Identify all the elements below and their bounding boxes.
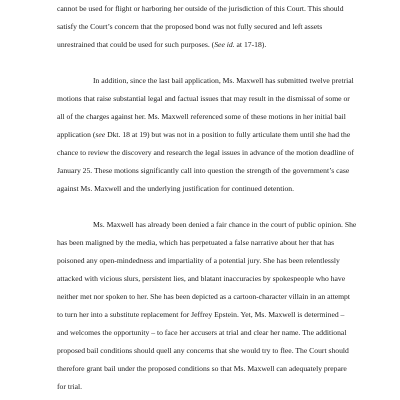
paragraph-line: attacked with vicious slurs, persistent lies, and blatant inaccuracies by spokespeople who have: [57, 274, 346, 283]
paragraph-line: Ms. Maxwell has already been denied a fair chance in the court of public opinion. She: [93, 220, 357, 229]
paragraph-line: motions that raise substantial legal and factual issues that may result in the dismissal of some or: [57, 94, 350, 103]
paragraph-line: all of the charges against her. Ms. Maxwell referenced some of these motions in her initial bail: [57, 112, 346, 121]
paragraph-line: In addition, since the last bail application, Ms. Maxwell has submitted twelve pretrial: [93, 76, 354, 85]
paragraph-line: neither met nor spoken to her. She has been depicted as a cartoon-character villain in an attempt: [57, 292, 350, 301]
paragraph-line: satisfy the Court’s concern that the proposed bond was not fully secured and left assets: [57, 22, 323, 31]
paragraph-line: poisoned any open-mindedness and impartiality of a potential jury. She has been relentlessly: [57, 256, 340, 265]
paragraph-line: for trial.: [57, 382, 83, 391]
paragraph-line: unrestrained that could be used for such purposes. (See id. at 17-18).: [57, 40, 267, 49]
paragraph-line: and welcomes the opportunity – to face her accusers at trial and clear her name. The additional: [57, 328, 347, 337]
paragraph-line: to turn her into a substitute replacement for Jeffrey Epstein. Yet, Ms. Maxwell is determined –: [57, 310, 345, 319]
paragraph-line: has been maligned by the media, which has perpetuated a false narrative about her that has: [57, 238, 335, 247]
paragraph-line: therefore grant bail under the proposed conditions so that Ms. Maxwell can adequately prepare: [57, 364, 347, 373]
paragraph-line: January 25. These motions significantly call into question the strength of the government’s case: [57, 166, 350, 175]
paragraph-line: cannot be used for flight or harboring her outside of the jurisdiction of this Court. This should: [57, 4, 344, 13]
paragraph-line: proposed bail conditions should quell any concerns that she would try to flee. The Court should: [57, 346, 349, 355]
paragraph-line: against Ms. Maxwell and the underlying justification for continued detention.: [57, 184, 295, 193]
paragraph-line: chance to review the discovery and research the legal issues in advance of the motion deadline of: [57, 148, 355, 157]
paragraph-line: application (see Dkt. 18 at 19) but was not in a position to fully articulate them until she had the: [57, 130, 351, 139]
